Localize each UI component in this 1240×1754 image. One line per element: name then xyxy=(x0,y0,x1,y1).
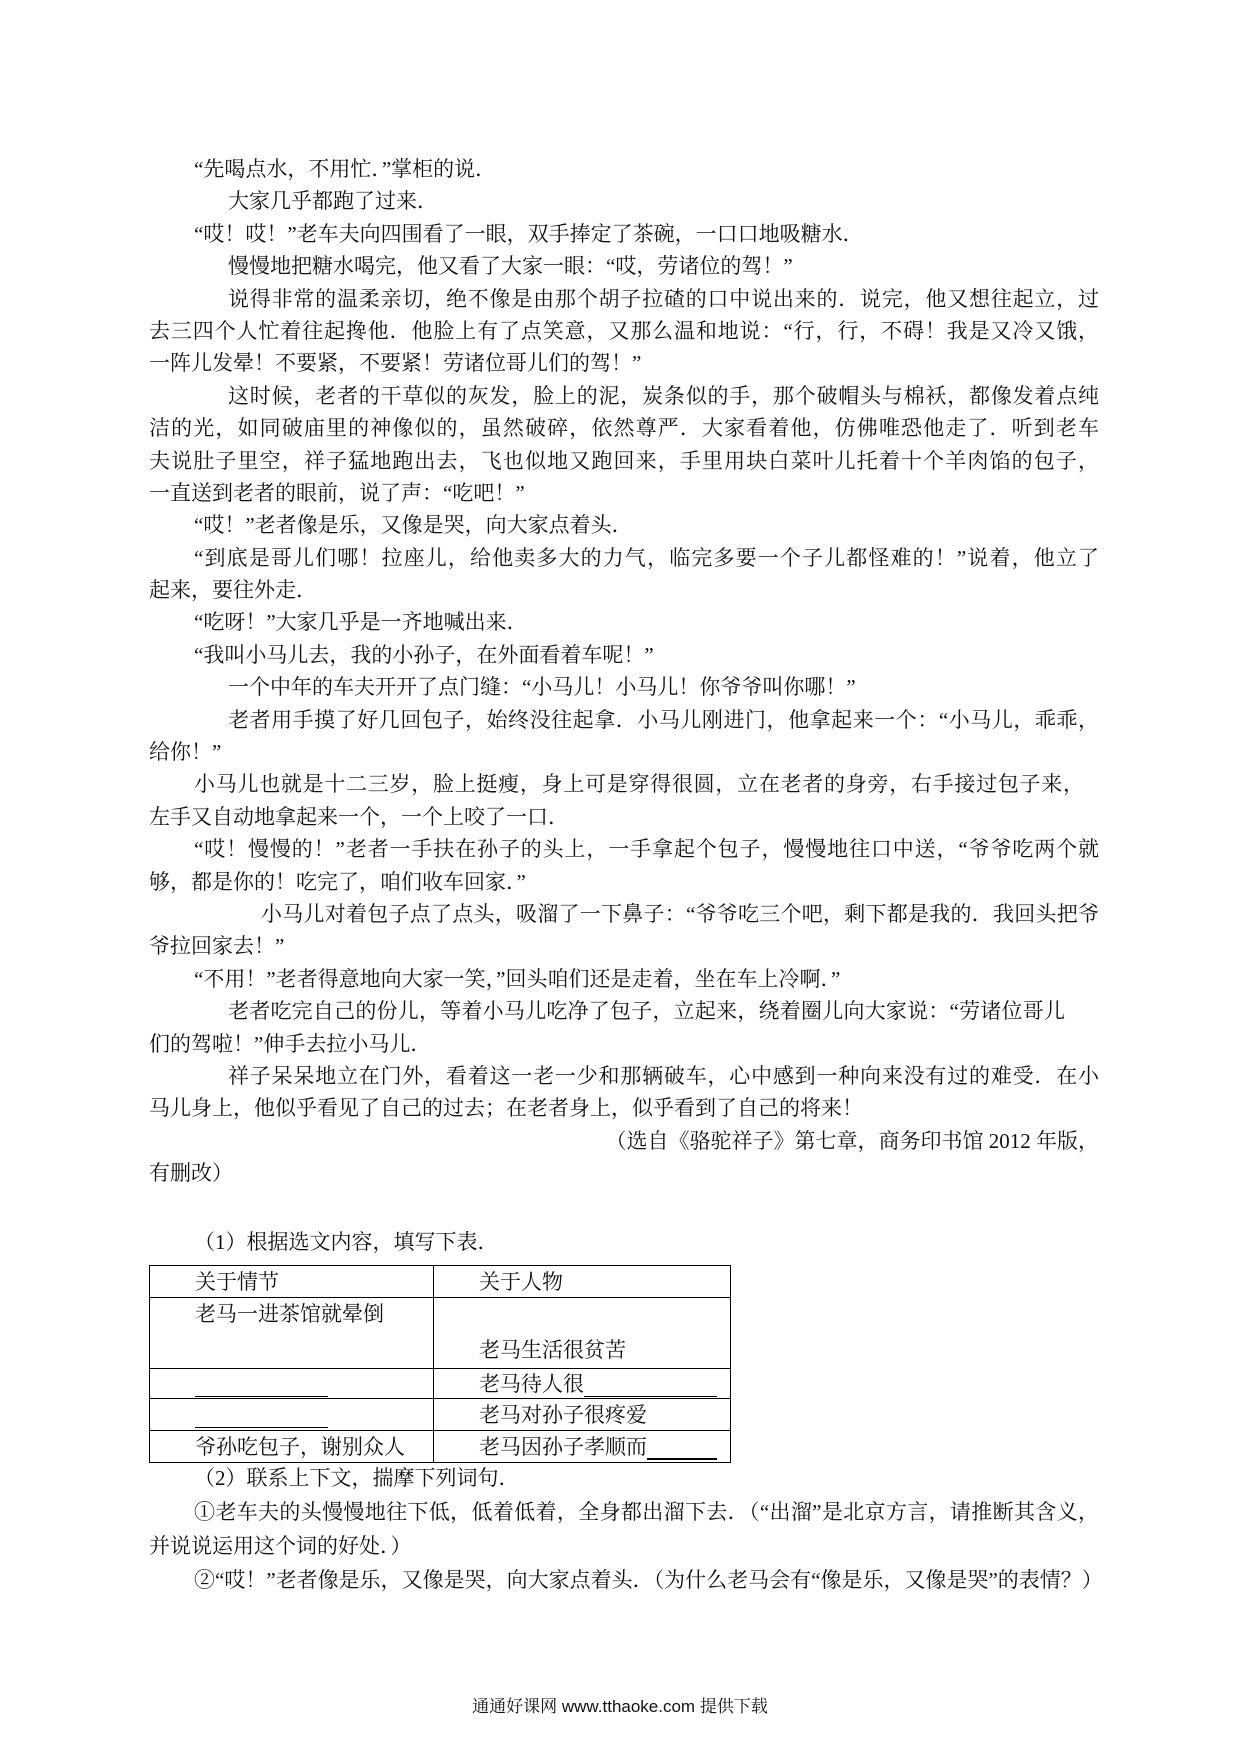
paragraph xyxy=(149,995,1099,1060)
answer-blank xyxy=(647,1438,717,1460)
passage-line: 一直送到老者的眼前，说了声：“吃吧！” xyxy=(149,480,525,505)
paragraph xyxy=(149,509,1099,541)
table-row xyxy=(150,1298,731,1369)
passage-line: 够，都是你的！吃完了，咱们收车回家．” xyxy=(149,869,526,894)
question-line: 并说说运用这个词的好处．） xyxy=(149,1534,412,1558)
table-header-character xyxy=(434,1266,731,1298)
passage-line: 这时候，老者的干草似的灰发，脸上的泥，炭条似的手，那个破帽头与棉袄，都像发着点纯 xyxy=(228,383,1099,408)
passage-line: 老者用手摸了好几回包子，始终没往起拿．小马儿刚进门，他拿起来一个：“小马儿，乖乖， xyxy=(228,707,1099,732)
passage-line: “不用！”老者得意地向大家一笑，”回头咱们还是走着，坐在车上冷啊．” xyxy=(194,966,841,991)
plot-cell xyxy=(150,1431,434,1463)
paragraph xyxy=(149,250,1099,282)
question-2-item-2 xyxy=(149,1563,1103,1597)
page-footer: 通通好课网 www.tthaoke.com 提供下载 xyxy=(472,1697,768,1716)
cell-text: 老马待人很 xyxy=(479,1371,584,1396)
question-1 xyxy=(149,1225,1099,1259)
question-2-item-1 xyxy=(149,1495,1099,1563)
character-cell xyxy=(434,1431,731,1463)
table-row xyxy=(150,1399,731,1431)
paragraph xyxy=(149,1060,1099,1125)
passage-line: “到底是哥儿们哪！拉座儿，给他卖多大的力气，临完多要一个子儿都怪难的！”说着，他立了 xyxy=(194,545,1099,570)
answer-table xyxy=(149,1265,731,1463)
paragraph xyxy=(149,704,1099,769)
question-2 xyxy=(149,1461,1103,1597)
passage-line: 夫说肚子里空，祥子猛地跑出去，飞也似地又跑回来，手里用块白菜叶儿托着十个羊肉馅的包子， xyxy=(149,448,1099,473)
paragraph xyxy=(149,218,1099,250)
passage-line: 小马儿对着包子点了点头，吸溜了一下鼻子：“爷爷吃三个吧，剩下都是我的．我回头把爷 xyxy=(261,901,1099,926)
passage-line: 左手又自动地拿起来一个，一个上咬了一口． xyxy=(149,804,569,829)
passage-line: “我叫小马儿去，我的小孙子，在外面看着车呢！” xyxy=(194,642,654,667)
passage-line: 大家几乎都跑了过来． xyxy=(228,189,438,214)
paragraph xyxy=(149,380,1099,510)
passage-line: “哎！哎！”老车夫向四围看了一眼，双手捧定了茶碗，一口口地吸糖水． xyxy=(194,221,864,246)
answer-blank xyxy=(195,1407,328,1428)
question-line: ②“哎！”老者像是乐，又像是哭，向大家点着头．（为什么老马会有“像是乐，又像是哭”的表情？） xyxy=(194,1568,1103,1592)
character-cell xyxy=(434,1369,731,1399)
character-cell xyxy=(434,1399,731,1431)
paragraph xyxy=(149,185,1099,217)
passage-line: “哎！慢慢的！”老者一手扶在孙子的头上，一手拿起个包子，慢慢地往口中送，“爷爷吃两个就 xyxy=(194,837,1099,862)
paragraph xyxy=(149,768,1099,833)
cell-text: 老马一进茶馆就晕倒 xyxy=(195,1302,384,1326)
passage-line: 说得非常的温柔亲切，绝不像是由那个胡子拉碴的口中说出来的．说完，他又想往起立，过 xyxy=(228,286,1099,311)
header-label: 关于情节 xyxy=(195,1269,279,1294)
answer-blank xyxy=(195,1376,328,1397)
paragraph xyxy=(149,283,1099,380)
table-header-plot xyxy=(150,1266,434,1298)
passage-line: 一阵儿发晕！不要紧，不要紧！劳诸位哥儿们的驾！” xyxy=(149,351,642,376)
passage-line: 老者吃完自己的份儿，等着小马儿吃净了包子，立起来，绕着圈儿向大家说：“劳诸位哥儿 xyxy=(228,999,1065,1024)
question-2-prompt: （2）联系上下文，揣摩下列词句． xyxy=(194,1466,520,1490)
question-line: ①老车夫的头慢慢地往下低，低着低着，全身都出溜下去．（“出溜”是北京方言，请推断其含义， xyxy=(194,1500,1099,1524)
answer-blank xyxy=(584,1376,717,1397)
paragraph xyxy=(149,898,1099,963)
passage-line: 慢慢地把糖水喝完，他又看了大家一眼：“哎，劳诸位的驾！” xyxy=(228,254,793,279)
plot-cell xyxy=(150,1399,434,1431)
character-cell xyxy=(434,1298,731,1369)
plot-cell xyxy=(150,1369,434,1399)
passage-line: “先喝点水，不用忙．”掌柜的说． xyxy=(194,157,497,181)
passage-line: 洁的光，如同破庙里的神像似的，虽然破碎，依然尊严．大家看着他，仿佛唯恐他走了．听到老车 xyxy=(149,416,1099,441)
paragraph xyxy=(149,153,1099,185)
cell-text: 爷孙吃包子，谢别众人 xyxy=(195,1434,405,1459)
cell-text: 老马生活很贫苦 xyxy=(479,1338,626,1362)
question-1-prompt: （1）根据选文内容，填写下表． xyxy=(194,1230,499,1254)
passage-line: 一个中年的车夫开开了点门缝：“小马儿！小马儿！你爷爷叫你哪！” xyxy=(228,675,856,700)
table-row xyxy=(150,1369,731,1399)
passage-line: 们的驾啦！”伸手去拉小马儿． xyxy=(149,1031,432,1056)
passage-line: “吃呀！”大家几乎是一齐地喊出来． xyxy=(194,610,528,635)
paragraph xyxy=(149,833,1099,898)
paragraph xyxy=(149,542,1099,607)
paragraph xyxy=(149,963,1099,995)
paragraph xyxy=(149,606,1099,638)
paragraph xyxy=(149,639,1099,671)
passage-line: “哎！”老者像是乐，又像是哭，向大家点着头． xyxy=(194,513,633,538)
cell-text: 老马对孙子很疼爱 xyxy=(479,1402,647,1427)
passage xyxy=(149,153,1099,1190)
cell-text: 老马因孙子孝顺而 xyxy=(479,1434,647,1459)
passage-line: 小马儿也就是十二三岁，脸上挺瘦，身上可是穿得很圆，立在老者的身旁，右手接过包子来， xyxy=(194,772,1084,797)
source-line: 有删改） xyxy=(149,1161,233,1186)
table-row xyxy=(150,1431,731,1463)
passage-line: 给你！” xyxy=(149,740,222,765)
table-header-row xyxy=(150,1266,731,1298)
source-line: （选自《骆驼祥子》第七章，商务印书馆 2012 年版， xyxy=(605,1128,1099,1153)
plot-cell xyxy=(150,1298,434,1369)
source-citation xyxy=(149,1125,1099,1190)
passage-line: 去三四个人忙着往起搀他．他脸上有了点笑意，又那么温和地说：“行，行，不碍！我是又冷又饿， xyxy=(149,318,1099,343)
header-label: 关于人物 xyxy=(479,1269,563,1294)
passage-line: 祥子呆呆地立在门外，看着这一老一少和那辆破车，心中感到一种向来没有过的难受．在小 xyxy=(228,1063,1099,1088)
passage-line: 爷拉回家去！” xyxy=(149,934,285,959)
passage-line: 马儿身上，他似乎看见了自己的过去；在老者身上，似乎看到了自己的将来！ xyxy=(149,1096,863,1121)
passage-line: 起来，要往外走． xyxy=(149,578,317,603)
paragraph xyxy=(149,671,1099,703)
